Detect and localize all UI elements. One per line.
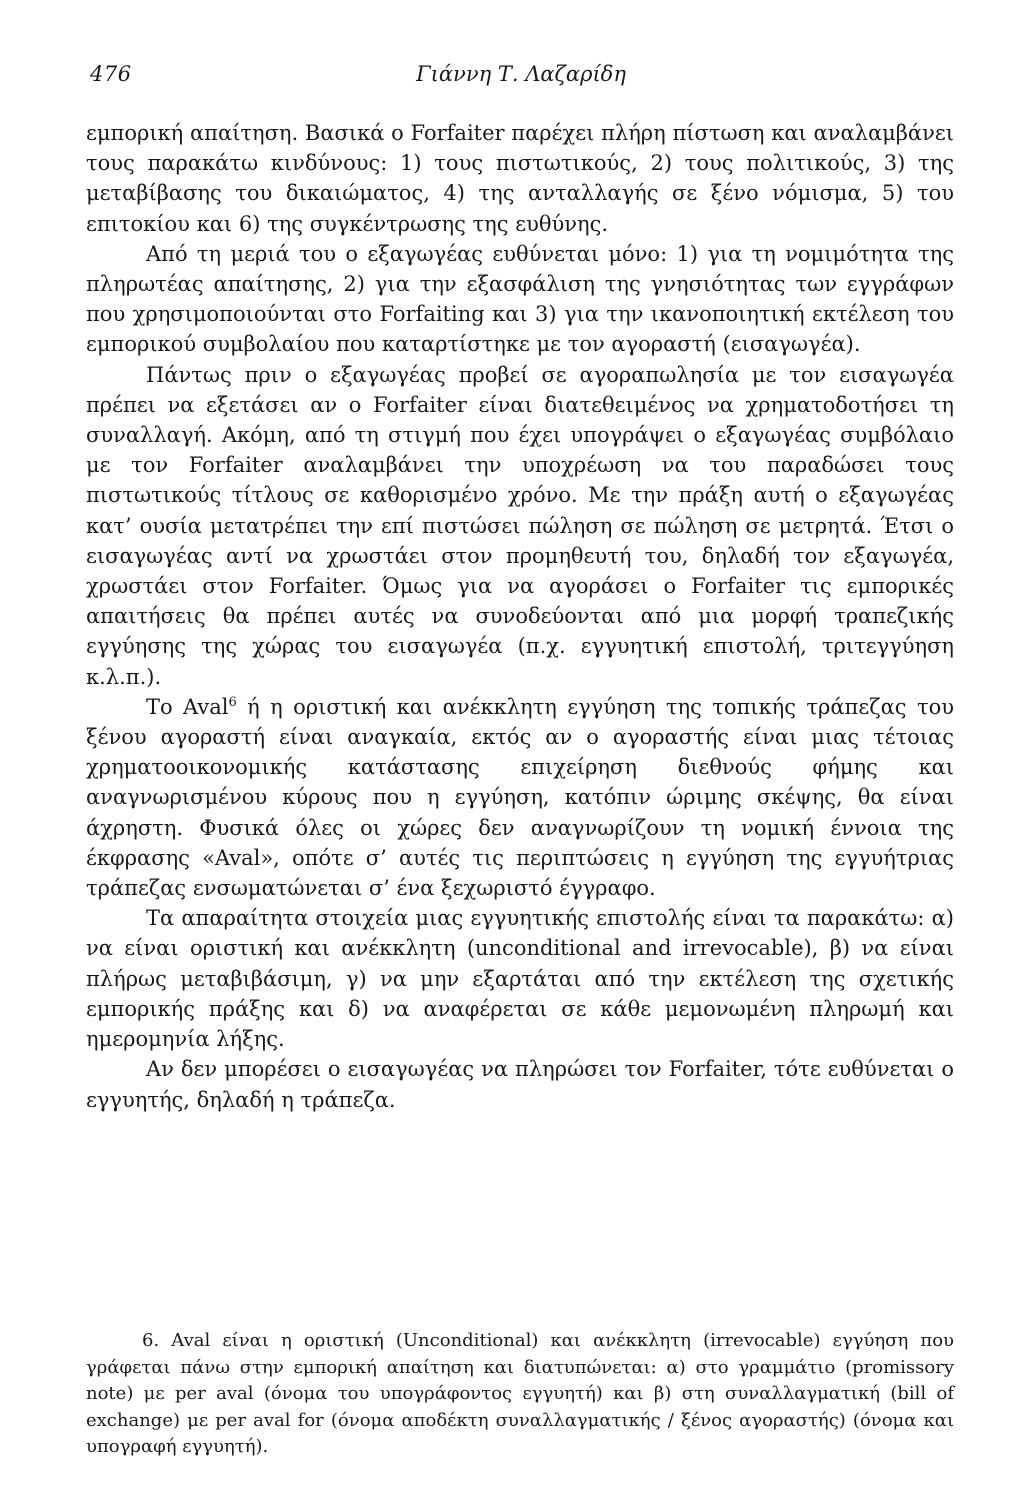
page-number: 476 bbox=[90, 62, 132, 86]
footnote-reference: 6 bbox=[228, 694, 237, 710]
body-text bbox=[86, 118, 954, 1115]
paragraph: Από τη μεριά του ο εξαγωγέας ευθύνεται μόνο: 1) για τη νομιμότητα της πληρωτέας απαίτησης, 2) για την εξασφάλιση της γνησιότητας των εγγράφων που χρησιμοποιούνται στο Forfaiting και 3) για την ικανοποιητική εκτέλεση του εμπορικού συμβολαίου που καταρτίστηκε με τον αγοραστή (εισαγωγέα). bbox=[86, 241, 954, 357]
paragraph: Τα απαραίτητα στοιχεία μιας εγγυητικής επιστολής είναι τα παρακάτω: α) να είναι οριστική και ανέκκλητη (unconditional and irrevocable), β) να είναι πλήρως μεταβιβάσιμη, γ) να μην εξαρτάται από την εκτέλεση της σχετικής εμπορικής πράξης και δ) να αναφέρεται σε κάθε μεμονωμένη πληρωμή και ημερομηνία λήξης. bbox=[86, 906, 954, 1052]
running-title: Γιάννη Τ. Λαζαρίδη bbox=[416, 62, 626, 86]
paragraph-text: ή η οριστική και ανέκκλητη εγγύηση της τοπικής τράπεζας του ξένου αγοραστή είναι αναγκαία, εκτός αν ο αγοραστής είναι μιας τέτοιας χρηματοοικονομικής κατάστασης επιχείρηση διεθνούς φήμης και αναγνωρισμένου κύρους που η εγγύηση, κατόπιν ώριμης σκέψης, θα είναι άχρηστη. Φυσικά όλες οι χώρες δεν αναγνωρίζουν τη νομική έννοια της έκφρασης «Aval», οπότε σ’ αυτές τις περιπτώσεις η εγγύηση της εγγυήτριας τράπεζας ενσωματώνεται σ’ ένα ξεχωριστό έγγραφο. bbox=[86, 694, 954, 901]
paragraph: Αν δεν μπορέσει ο εισαγωγέας να πληρώσει τον Forfaiter, τότε ευθύνεται ο εγγυητής, δηλαδή η τράπεζα. bbox=[86, 1057, 954, 1112]
paragraph-aval bbox=[86, 692, 954, 903]
paragraph-text: Το Aval bbox=[146, 694, 229, 719]
running-head bbox=[86, 62, 956, 92]
paragraph: Πάντως πριν ο εξαγωγέας προβεί σε αγοραπωλησία με τον εισαγωγέα πρέπει να εξετάσει αν ο Forfaiter είναι διατεθειμένος να χρηματοδοτήσει τη συναλλαγή. Ακόμη, από τη στιγμή που έχει υπογράψει ο εξαγωγέας συμβόλαιο με τον Forfaiter αναλαμβάνει την υποχρέωση να του παραδώσει τους πιστωτικούς τίτλους σε καθορισμένο χρόνο. Με την πράξη αυτή ο εξαγωγέας κατ’ ουσία μετατρέπει την επί πιστώσει πώληση σε πώληση σε μετρητά. Έτσι ο εισαγωγέας αντί να χρωστάει στον προμηθευτή του, δηλαδή τον εξαγωγέα, χρωστάει στον Forfaiter. Όμως για να αγοράσει ο Forfaiter τις εμπορικές απαιτήσεις θα πρέπει αυτές να συνοδεύονται από μια μορφή τραπεζικής εγγύησης της χώρας του εισαγωγέα (π.χ. εγγυητική επιστολή, τριτεγγύηση κ.λ.π.). bbox=[86, 362, 954, 689]
book-page bbox=[86, 0, 956, 1503]
footnote: 6. Aval είναι η οριστική (Unconditional) και ανέκκλητη (irrevocable) εγγύηση που γράφεται πάνω στην εμπορική απαίτηση και διατυπώνεται: α) στο γραμμάτιο (promissory note) με per aval (όνομα του υπογράφοντος εγγυητή) και β) στη συναλλαγματική (bill of exchange) με per aval for (όνομα αποδέκτη συναλλαγματικής / ξένος αγοραστής) (όνομα και υπογραφή εγγυητή). bbox=[86, 1330, 954, 1457]
footnotes bbox=[86, 1328, 954, 1461]
paragraph-continued: εμπορική απαίτηση. Βασικά ο Forfaiter παρέχει πλήρη πίστωση και αναλαμβάνει τους παρακάτω κινδύνους: 1) τους πιστωτικούς, 2) τους πολιτικούς, 3) της μεταβίβασης του δικαιώματος, 4) της ανταλλαγής σε ξένο νόμισμα, 5) του επιτοκίου και 6) της συγκέντρωσης της ευθύνης. bbox=[86, 121, 954, 236]
